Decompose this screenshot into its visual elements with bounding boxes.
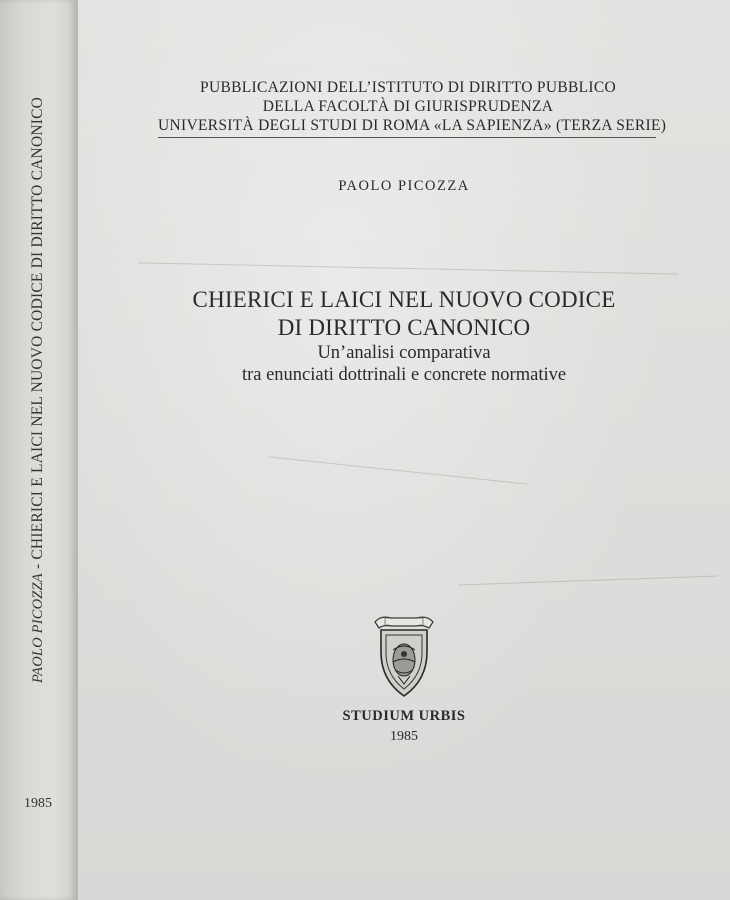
title-line: CHIERICI E LAICI NEL NUOVO CODICE [192, 287, 616, 312]
subtitle-line: tra enunciati dottrinali e concrete normative [241, 365, 567, 385]
spine-text [29, 97, 47, 683]
subtitle-line: Un’analisi comparativa [317, 343, 491, 363]
series-line: PUBBLICAZIONI DELL’ISTITUTO DI DIRITTO PUBBLICO [200, 79, 616, 96]
publisher-emblem-icon [371, 612, 437, 700]
series-rule [158, 137, 656, 138]
spine-separator: - [29, 559, 46, 574]
book-subtitle [78, 342, 730, 386]
publisher-name: STUDIUM URBIS [342, 708, 466, 724]
paper-crease [458, 575, 718, 585]
series-line: UNIVERSITÀ DEGLI STUDI DI ROMA «LA SAPIENZA» (TERZA SERIE) [158, 117, 667, 134]
title-line: DI DIRITTO CANONICO [277, 315, 531, 340]
spine-author: PAOLO PICOZZA [30, 573, 46, 684]
cover-author: PAOLO PICOZZA [338, 178, 470, 194]
book-title [78, 286, 730, 342]
book-cover [78, 0, 730, 900]
series-line: DELLA FACOLTÀ DI GIURISPRUDENZA [262, 98, 554, 115]
spine-year: 1985 [24, 796, 52, 811]
paper-crease [269, 456, 528, 484]
spine-title: CHIERICI E LAICI NEL NUOVO CODICE DI DIRITTO CANONICO [29, 96, 46, 560]
series-heading [158, 78, 667, 135]
book-spine [0, 0, 78, 900]
paper-crease [138, 262, 678, 274]
publication-year: 1985 [390, 729, 418, 744]
